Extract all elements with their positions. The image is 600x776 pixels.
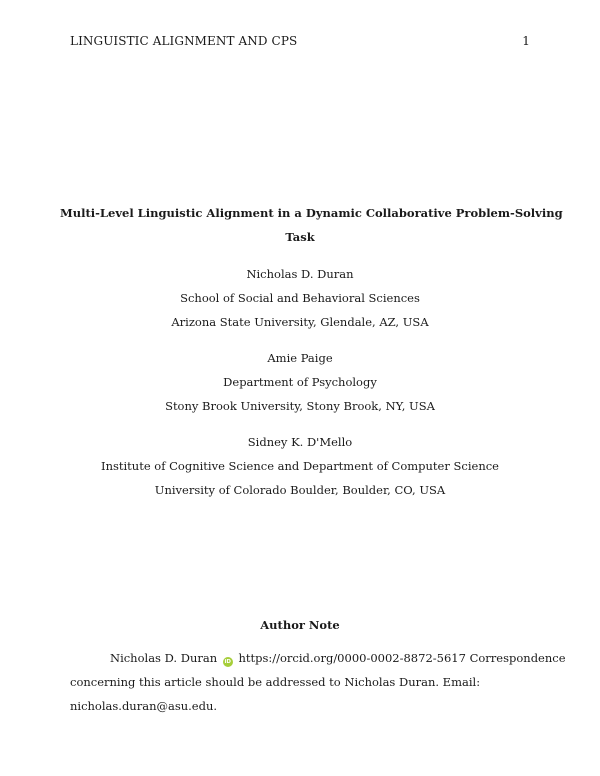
- email-line[interactable]: nicholas.duran@asu.edu.: [70, 699, 218, 713]
- author-note-line-1: [70, 646, 566, 670]
- author-institution: Stony Brook University, Stony Brook, NY, USA: [165, 399, 435, 413]
- author-block: [40, 346, 560, 418]
- orcid-link[interactable]: https://orcid.org/0000-0002-8872-5617: [238, 651, 466, 665]
- author-note-body: [70, 646, 566, 718]
- running-title: LINGUISTIC ALIGNMENT AND CPS: [70, 34, 298, 48]
- author-name: Nicholas D. Duran: [246, 267, 354, 281]
- running-head: [70, 34, 530, 50]
- author-note-line-2: concerning this article should be addressed to Nicholas Duran. Email:: [70, 675, 481, 689]
- author-department: Institute of Cognitive Science and Department of Computer Science: [101, 459, 499, 473]
- orcid-icon[interactable]: iD: [224, 659, 231, 665]
- author-institution: Arizona State University, Glendale, AZ, USA: [171, 315, 429, 329]
- author-block: [40, 262, 560, 334]
- correspondence-text: Correspondence: [469, 651, 566, 665]
- paper-title: [60, 201, 563, 249]
- page-number: 1: [522, 34, 530, 48]
- author-note-heading: Author Note: [260, 618, 340, 632]
- title-line-2: Task: [285, 230, 315, 244]
- author-name: Sidney K. D'Mello: [247, 435, 353, 449]
- title-line-1: Multi-Level Linguistic Alignment in a Dynamic Collaborative Problem-Solving: [60, 206, 563, 220]
- author-block: [40, 430, 560, 502]
- author-department: School of Social and Behavioral Sciences: [180, 291, 420, 305]
- author-name: Amie Paige: [267, 351, 333, 365]
- author-department: Department of Psychology: [223, 375, 377, 389]
- author-note-name: Nicholas D. Duran: [110, 651, 218, 665]
- author-institution: University of Colorado Boulder, Boulder, CO, USA: [154, 483, 446, 497]
